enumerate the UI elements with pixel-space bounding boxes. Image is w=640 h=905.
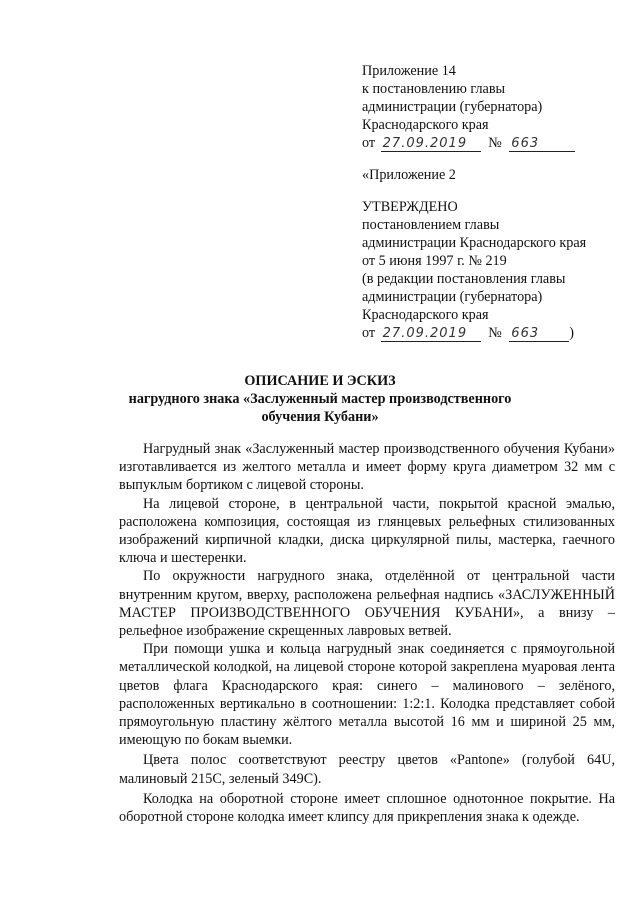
region-line: Краснодарского края xyxy=(362,117,489,133)
handwritten-number: 663 xyxy=(509,136,575,152)
appendix-reference: «Приложение 2 xyxy=(362,167,456,183)
approval-handwritten-date: 27.09.2019 xyxy=(381,326,481,342)
paragraph-2: На лицевой стороне, в центральной части, покрытой красной эмалью, расположена композиция, состоящая из глянцевых рельефных стилизованных изображений кирпичной кладки, диска циркулярной пилы, мастерка, гаечного ключа и шестеренки. xyxy=(119,495,615,567)
document-subtitle-2: обучения Кубани» xyxy=(261,409,379,425)
approval-line-1: постановлением главы xyxy=(362,217,500,233)
administration-line: администрации (губернатора) xyxy=(362,99,543,115)
approval-handwritten-number: 663 xyxy=(509,326,569,342)
paragraph-6: Колодка на оборотной стороне имеет сплошное однотонное покрытие. На оборотной стороне колодка имеет клипсу для прикрепления знака к одежде. xyxy=(119,790,615,826)
document-subtitle-1: нагрудного знака «Заслуженный мастер производственного xyxy=(128,391,512,407)
appendix-number: Приложение 14 xyxy=(362,63,456,79)
approval-closing-paren: ) xyxy=(569,325,575,341)
document-title: ОПИСАНИЕ И ЭСКИЗ xyxy=(244,373,396,389)
paragraph-4: При помощи ушка и кольца нагрудный знак соединяется с прямоугольной металлической колодкой, на лицевой стороне которой закреплена муаровая лента цветов флага Краснодарского края: синего – малинового – зелёного, расположенных вертикально в соотношении: 1:2:1. Колодка представляет собой прямоугольную пластину жёлтого металла высотой 16 мм и шириной 25 мм, имеющую по бокам выемки. xyxy=(119,641,615,749)
paragraph-1: Нагрудный знак «Заслуженный мастер производственного обучения Кубани» изготавливается из желтого металла и имеет форму круга диаметром 32 мм с выпуклым бортиком с лицевой стороны. xyxy=(119,441,615,494)
approval-line-6: Краснодарского края xyxy=(362,307,489,323)
approval-line-2: администрации Краснодарского края xyxy=(362,235,587,251)
approval-line-3: от 5 июня 1997 г. № 219 xyxy=(362,253,507,269)
date-number-line xyxy=(362,134,575,152)
approval-date-prefix: от xyxy=(362,325,376,341)
approval-line-4: (в редакции постановления главы xyxy=(362,271,566,287)
date-prefix: от xyxy=(362,135,376,151)
approval-line-5: администрации (губернатора) xyxy=(362,289,543,305)
approval-number-sign: № xyxy=(488,325,502,341)
paragraph-5: Цвета полос соответствуют реестру цветов «Pantone» (голубой 64U, малиновый 215С, зеленый 349С). xyxy=(119,752,615,787)
approval-date-number-line xyxy=(362,324,574,342)
resolution-line: к постановлению главы xyxy=(362,81,506,97)
number-sign: № xyxy=(488,135,502,151)
handwritten-date: 27.09.2019 xyxy=(381,136,481,152)
paragraph-3: По окружности нагрудного знака, отделённой от центральной части внутренним кругом, вверху, расположена рельефная надпись «ЗАСЛУЖЕННЫЙ МАСТЕР ПРОИЗВОДСТВЕННОГО ОБУЧЕНИЯ КУБАНИ», а внизу – рельефное изображение скрещенных лавровых ветвей. xyxy=(119,568,615,640)
document-body xyxy=(119,440,615,826)
approved-label: УТВЕРЖДЕНО xyxy=(362,199,458,215)
